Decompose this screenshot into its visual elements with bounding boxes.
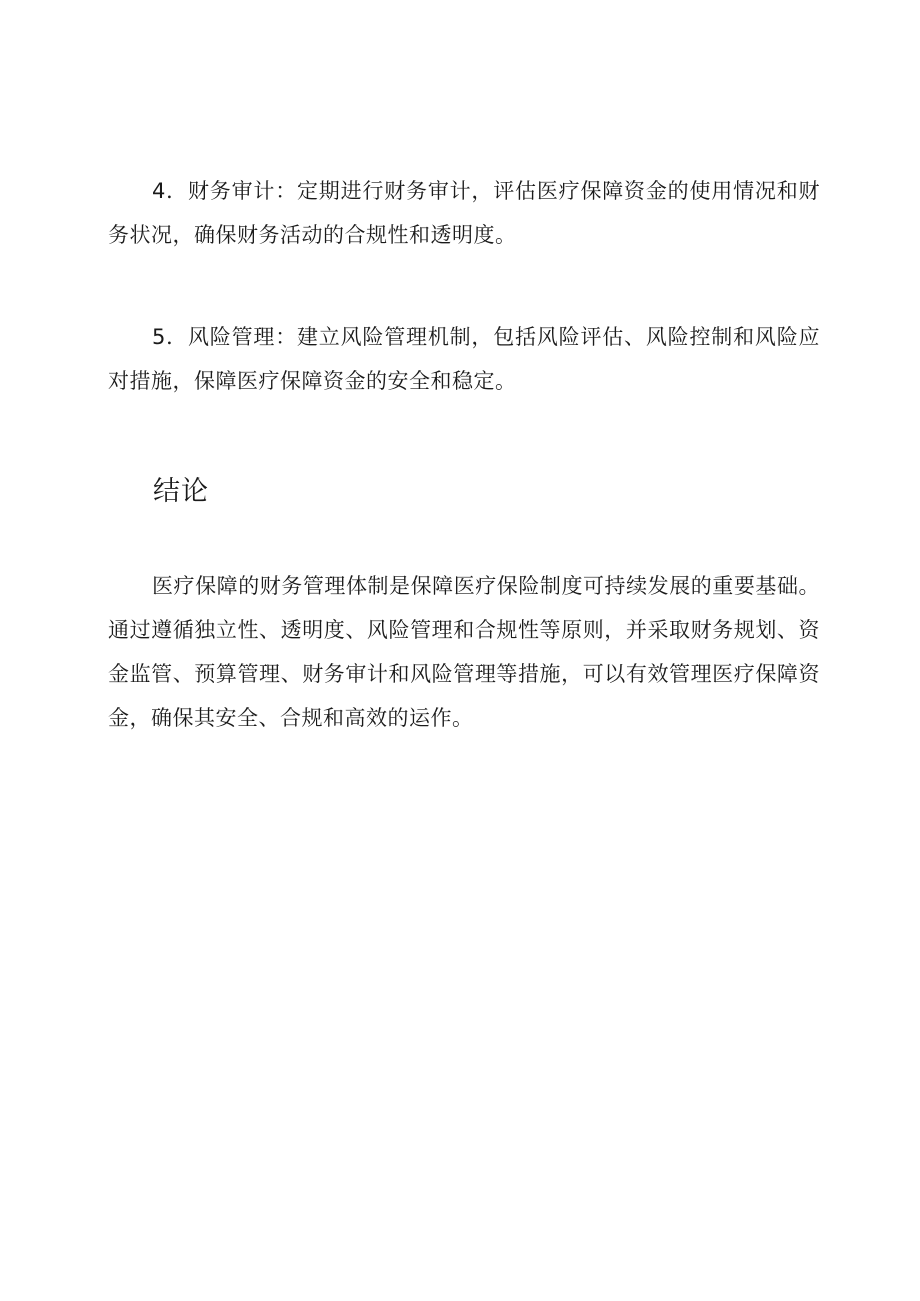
paragraph-risk-management: 5．风险管理：建立风险管理机制，包括风险评估、风险控制和风险应对措施，保障医疗保障资金的安全和稳定。 <box>108 325 820 393</box>
paragraph-conclusion: 医疗保障的财务管理体制是保障医疗保险制度可持续发展的重要基础。通过遵循独立性、透明度、风险管理和合规性等原则，并采取财务规划、资金监管、预算管理、财务审计和风险管理等措施，可以有效管理医疗保障资金，确保其安全、合规和高效的运作。 <box>108 574 820 730</box>
paragraph-financial-audit: 4．财务审计：定期进行财务审计，评估医疗保障资金的使用情况和财务状况，确保财务活动的合规性和透明度。 <box>108 179 820 247</box>
conclusion-heading: 结论 <box>153 476 209 507</box>
